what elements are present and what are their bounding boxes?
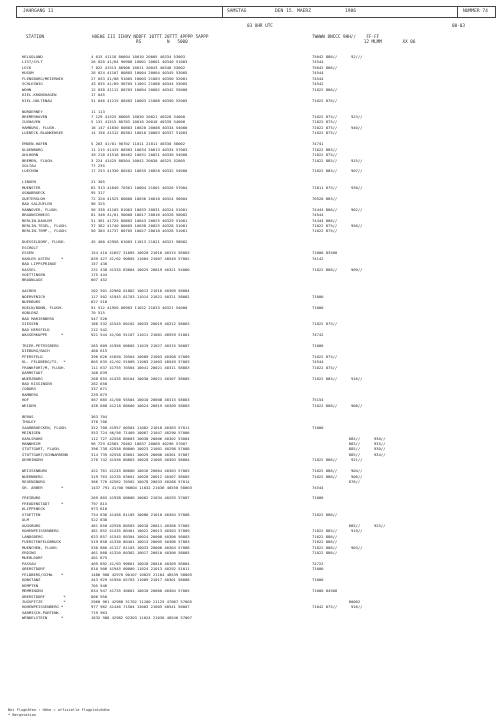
station-observation: 7 022 41513 80906 10011 20043 40348 53002 bbox=[91, 64, 185, 70]
station-name: BREMEN, FLUGH. bbox=[22, 158, 55, 163]
station-name: GR. ARBER * bbox=[22, 485, 64, 490]
station-name: KONSTANZ bbox=[22, 578, 41, 583]
station-remarks: 71000 84500 bbox=[312, 588, 338, 594]
station-remarks: 71022 875// bbox=[312, 228, 338, 234]
station-remarks: 71022 875// bbox=[312, 119, 338, 125]
station-observation: 461 868 41320 80302 10017 20010 40306 58005 bbox=[91, 549, 190, 555]
station-remarks: 71022 875// bbox=[312, 364, 338, 370]
station-observation: 157 430 bbox=[91, 261, 108, 267]
station-remarks: 71042 875// 916// bbox=[312, 604, 363, 610]
station-observation: 154 410 41657 31005 10020 21010 40315 56003 bbox=[91, 250, 190, 256]
station-name: SCHLESWIG bbox=[22, 82, 43, 87]
station-observation: 607 452 bbox=[91, 277, 108, 283]
report-time: 03 UHR UTC bbox=[247, 24, 273, 29]
station-observation: 62 313 41640 70301 10004 21001 40326 57004 bbox=[91, 184, 188, 190]
station-observation: 634 947 41735 40601 10010 20000 40304 57005 bbox=[91, 588, 190, 594]
station-name: FRANKFURT/M, FLUGH. bbox=[22, 365, 66, 370]
station-name: OEHRINGEN bbox=[22, 458, 43, 463]
station-name: HOHENPEISSENBERG * bbox=[22, 605, 64, 610]
station-observation: 31 046 41215 80403 10003 21008 40350 52005 bbox=[91, 97, 188, 103]
station-name: ZUGSPITZE * bbox=[22, 600, 66, 604]
station-name: KARLSRUHE bbox=[22, 436, 43, 441]
station-remarks: 71022 875// bbox=[312, 321, 338, 327]
station-name: KL. FELDBERG/TS. * bbox=[22, 360, 66, 365]
station-name: KIEL-KRONSHAGEN bbox=[22, 93, 57, 98]
station-name: BRAUNSCHWEIG bbox=[22, 213, 50, 218]
station-name: PFERSFELD bbox=[22, 354, 43, 359]
station-name: BAD KISSINGEN bbox=[22, 382, 52, 386]
station-name: NUERNBERG bbox=[22, 474, 43, 479]
station-name: KIEL-HOLTENAU bbox=[22, 98, 52, 103]
station-name: SOLTAU bbox=[22, 164, 36, 168]
station-name: STOETTEN bbox=[22, 512, 41, 517]
station-name: ERDING bbox=[22, 550, 36, 555]
station-name: AHLHORN bbox=[22, 153, 39, 158]
station-observation: 2960 961 42988 51702 11100 21125 47067 57005 bbox=[91, 599, 192, 604]
station-name: MUENSTER bbox=[22, 185, 41, 190]
station-observation: 1437 791 41/00 90804 11032 21036 48550 58003 bbox=[91, 484, 192, 490]
column-header-data: HOEHE III IIHVV NDDFF 10TTT 20TTT 4PPPP 5APPP bbox=[92, 35, 209, 40]
station-name: FLENSBURG/MEIERWIK bbox=[22, 76, 64, 81]
station-remarks: 74544 bbox=[312, 484, 324, 490]
station-observation: 91 512 41950 00903 11022 21033 40321 54000 bbox=[91, 304, 188, 310]
station-name: STUTTGART, FLUGH. bbox=[22, 447, 61, 452]
station-name: KEMPTEN bbox=[22, 583, 39, 588]
station-observation: 96 729 42565 70402 10037 20009 40296 57007 bbox=[91, 440, 188, 446]
station-observation: 12 038 41112 80703 10004 20002 40342 55000 bbox=[91, 86, 188, 92]
column-header-station: STATION bbox=[26, 35, 45, 40]
station-observation: 438 688 41218 80000 10024 20019 40309 58003 bbox=[91, 402, 190, 408]
station-observation: 522 838 bbox=[91, 517, 108, 523]
station-observation: 70 515 bbox=[91, 310, 105, 316]
station-name: BERUS bbox=[22, 414, 34, 419]
station-observation: 734 836 41456 81105 10006 21010 40304 57008 bbox=[91, 511, 190, 517]
report-header bbox=[16, 6, 496, 18]
station-observation: 72 320 41525 80000 10036 20018 40324 56004 bbox=[91, 195, 188, 201]
station-remarks: 74742 bbox=[312, 331, 324, 337]
station-observation: 366 776 42562 70502 10078 20033 40268 57014 bbox=[91, 479, 190, 485]
station-observation: 839 427 41/02 90805 11004 21007 48549 57002 bbox=[91, 255, 190, 261]
station-name: AUGSBURG bbox=[22, 523, 41, 528]
station-remarks: 71022 886// bbox=[312, 86, 338, 92]
station-remarks: 71022 875// bbox=[312, 353, 338, 359]
station-observation: 37 382 41740 80605 10038 20025 40328 51001 bbox=[91, 222, 188, 228]
station-remarks: 75042 886// bbox=[312, 64, 338, 70]
station-observation: 17 253 41330 80202 10035 20028 40332 54000 bbox=[91, 168, 188, 174]
station-observation: 797 815 bbox=[91, 500, 108, 506]
station-remarks: 75042 886// 92/// bbox=[312, 54, 363, 59]
station-remarks: 71000 bbox=[312, 342, 324, 348]
station-name: MEINIGEN bbox=[22, 431, 41, 436]
station-observation: 77 235 bbox=[91, 163, 105, 168]
station-remarks: 75154 bbox=[312, 397, 324, 403]
station-observation: 26 020 41/04 90908 10001 20001 40340 51003 bbox=[91, 59, 188, 65]
station-remarks: 80002 bbox=[312, 599, 361, 604]
station-name: WOHN bbox=[22, 87, 32, 92]
station-remarks: 71022 876// bbox=[312, 97, 338, 103]
station-name: KASSEL bbox=[22, 267, 36, 272]
column-header-remarks-sub: 12 MLMM XX 06 bbox=[312, 40, 416, 45]
station-name: BREMERHAVEN bbox=[22, 114, 48, 119]
station-observation: 111 637 41755 70504 10041 20021 40311 58003 bbox=[91, 364, 190, 370]
station-observation: 1486 908 42970 00107 10025 21104 48539 58005 bbox=[91, 571, 192, 577]
station-name: GIESSEN bbox=[22, 322, 39, 327]
station-name: LINGEN bbox=[22, 180, 36, 185]
station-observation: 45 400 42958 01003 11013 21021 40321 58002 bbox=[91, 239, 188, 245]
report-number: NUMMER 74 bbox=[463, 9, 488, 14]
station-observation: 81 348 41/01 90000 10017 20016 40328 50002 bbox=[91, 212, 188, 218]
station-observation: 705 946 bbox=[91, 582, 108, 588]
station-name: OBERSTDORF bbox=[22, 567, 45, 572]
station-name: DIEBURG/BACH bbox=[22, 349, 50, 354]
station-name: SAARBRUECKEN, FLUGH. bbox=[22, 425, 68, 430]
station-name: WEIDEN bbox=[22, 403, 36, 408]
station-remarks: 878// bbox=[312, 479, 361, 485]
station-name: FELDBERG/SCHW. * bbox=[22, 572, 64, 577]
year-label: JAHRGANG 11 bbox=[23, 9, 54, 14]
station-name: TRIER-PETRISBERG bbox=[22, 343, 59, 348]
station-remarks: 74544 bbox=[312, 70, 324, 76]
station-observation: 231 438 41335 83604 10025 20019 40321 54000 bbox=[91, 266, 190, 272]
report-time-right: 00-03 bbox=[452, 24, 465, 29]
report-year: 1986 bbox=[345, 9, 357, 14]
station-observation: 396 626 41650 70504 10009 21003 40308 57009 bbox=[91, 353, 190, 359]
column-header-data-sub: RS N 5000 bbox=[92, 40, 188, 45]
station-observation: 27 033 41/08 91005 10003 21003 40350 52001 bbox=[91, 75, 188, 81]
station-observation: 276 742 41556 80803 10020 21005 40303 58004 bbox=[91, 457, 190, 463]
station-remarks: 74142 bbox=[312, 255, 324, 261]
station-remarks: 71022 886// 921// bbox=[312, 457, 363, 463]
station-remarks: 71022 875// bbox=[312, 130, 338, 136]
station-name: MUENCHEN, FLUGH. bbox=[22, 545, 59, 550]
station-remarks: 71022 886// 903// bbox=[312, 544, 363, 550]
station-name: OLDENBURG bbox=[22, 147, 43, 152]
station-observation: 567 685 41/00 93504 10010 20008 40315 58003 bbox=[91, 397, 190, 403]
report-date: DEN 15. MAERZ bbox=[275, 9, 311, 14]
station-name: HOF bbox=[22, 398, 29, 403]
station-remarks: 71022 886// 904// bbox=[312, 468, 363, 474]
station-remarks: 71022 885// 919// bbox=[312, 528, 363, 534]
station-remarks: 885// 930// bbox=[312, 435, 386, 441]
station-name: FREUDENSTADT * bbox=[22, 501, 64, 506]
station-observation: 627 510 bbox=[91, 299, 108, 305]
station-observation: 810 906 41945 00000 11024 21013 40292 51011 bbox=[91, 566, 190, 572]
station-observation: 17 045 bbox=[91, 92, 105, 98]
station-name: CUXHAVEN bbox=[22, 120, 41, 125]
station-name: COBURG bbox=[22, 387, 36, 392]
station-observation: 7 129 41525 80605 10030 20021 40328 54000 bbox=[91, 113, 185, 119]
station-name: GOETTINGEN bbox=[22, 273, 45, 277]
station-remarks: 71022 875// bbox=[312, 152, 338, 158]
station-remarks: 885// 934// bbox=[312, 451, 386, 457]
station-observation: 112 727 42558 80603 10030 20006 40302 53004 bbox=[91, 435, 190, 441]
station-remarks: 71000 bbox=[312, 566, 324, 572]
station-remarks: 71000 bbox=[312, 304, 324, 310]
station-name: MUEHLDORF bbox=[22, 556, 43, 561]
station-name: LUECHOW bbox=[22, 169, 39, 174]
station-name: BAD HERSFELD bbox=[22, 327, 50, 332]
station-name: OSNABRUECK bbox=[22, 191, 45, 196]
station-observation: 363 704 bbox=[91, 413, 108, 419]
station-observation: 376 706 bbox=[91, 419, 108, 425]
station-remarks: 71022 885// 916// bbox=[312, 375, 363, 381]
header-divider bbox=[222, 7, 223, 17]
station-name: BAD SALZUFLEN bbox=[22, 202, 52, 207]
header-divider bbox=[457, 7, 458, 17]
station-observation: 1832 980 42982 02303 11024 21030 48546 57007 bbox=[91, 615, 192, 621]
footnote-airports: Bei Flughäfen : Höhe = offizielle Flugplatzhöhe bbox=[8, 708, 110, 712]
station-name: GARMISCH-PARTENK. bbox=[22, 610, 61, 615]
station-observation: 5 203 41/01 90702 11011 21011 40330 58002 bbox=[91, 141, 185, 147]
station-name: OBERSTDORF * bbox=[22, 594, 66, 599]
station-remarks: 74444 886// bbox=[312, 217, 338, 223]
station-observation: 11 113 bbox=[91, 108, 105, 114]
station-remarks: 71000 bbox=[312, 577, 324, 583]
station-observation: 268 655 41435 80104 10030 20021 40307 58005 bbox=[91, 375, 190, 381]
station-observation: 422 761 41245 80000 10016 20004 40303 57003 bbox=[91, 468, 190, 474]
station-remarks: 71022 885// bbox=[312, 146, 338, 152]
station-observation: 51 381 41725 80803 10043 20025 40329 51001 bbox=[91, 217, 188, 223]
station-observation: 212 542 bbox=[91, 326, 108, 332]
station-observation: 186 532 41545 80102 10033 20019 40312 58003 bbox=[91, 321, 190, 327]
station-name: DARMSTADT bbox=[22, 371, 43, 376]
station-observation: 175 444 bbox=[91, 272, 108, 277]
station-name: HUSUM bbox=[22, 71, 34, 76]
station-remarks: 74544 bbox=[312, 212, 324, 218]
station-remarks: 74444 886// 902// bbox=[312, 206, 363, 212]
station-name: LANDSBERG bbox=[22, 534, 43, 539]
station-remarks: 71022 886// bbox=[312, 511, 338, 517]
station-observation: 719 963 bbox=[91, 609, 108, 615]
station-observation: 108 639 bbox=[91, 370, 108, 376]
station-remarks: 74544 bbox=[312, 75, 324, 81]
station-name: BERLIN-DAHLEM bbox=[22, 218, 52, 223]
station-name: KOBLENZ bbox=[22, 311, 39, 316]
station-observation: 480 615 bbox=[91, 348, 108, 354]
station-observation: 98 325 bbox=[91, 201, 105, 207]
station-observation: 117 502 41945 01703 11014 21021 40321 58002 bbox=[91, 293, 190, 299]
station-observation: 443 929 41950 02703 11009 21017 40301 58008 bbox=[91, 577, 190, 583]
station-observation: 973 818 bbox=[91, 506, 108, 512]
station-name: GUETERSLOH bbox=[22, 196, 45, 201]
station-name: HELGOLAND bbox=[22, 55, 43, 59]
station-name: HOHENPEISSENBERG bbox=[22, 529, 59, 534]
station-observation: 11 215 41415 80303 10034 20013 40334 57003 bbox=[91, 146, 188, 152]
station-name: BAMBERG bbox=[22, 392, 39, 397]
station-observation: 239 675 bbox=[91, 391, 108, 397]
station-remarks: 71022 875// 923// bbox=[312, 113, 363, 119]
station-remarks: 71022 886// 909// bbox=[312, 266, 363, 272]
station-name: BRAUNLAGE bbox=[22, 278, 43, 283]
station-observation: 5 131 41515 80703 10010 20010 40339 54000 bbox=[91, 119, 185, 125]
station-name: FREIBURG bbox=[22, 496, 41, 501]
station-name: NORDERNEY bbox=[22, 109, 43, 114]
station-name: HANNOVER, FLUGH. bbox=[22, 207, 59, 212]
station-remarks: 883// 935// bbox=[312, 440, 386, 446]
station-name: NUERBURG bbox=[22, 300, 41, 305]
station-remarks: 885// 925// bbox=[312, 522, 386, 528]
station-observation: 547 526 bbox=[91, 315, 108, 321]
station-observation: 95 317 bbox=[91, 190, 105, 196]
station-name: STUTTGART/SCHNARRENB bbox=[22, 452, 68, 457]
station-name: LECK bbox=[22, 65, 32, 70]
station-observation: 481 852 41435 80401 10022 20013 40303 57009 bbox=[91, 528, 190, 534]
station-observation: 50 384 41737 80705 10027 20018 40328 51001 bbox=[91, 228, 188, 234]
station-name: WENDELSTEIN * bbox=[22, 616, 64, 621]
station-remarks: 71022 875// 940// bbox=[312, 124, 363, 130]
station-name: BERLIN-TEMP., FLUGH. bbox=[22, 229, 68, 234]
station-name: WEISSENBURG bbox=[22, 469, 48, 474]
station-name: LIST/SYLT bbox=[22, 60, 43, 65]
station-name: BAD MARIENBERG bbox=[22, 316, 55, 321]
station-name: ESSEN bbox=[22, 251, 34, 256]
station-remarks: 885// 930// bbox=[312, 446, 386, 452]
station-remarks: 74722 bbox=[312, 560, 324, 566]
station-name: ESCHOLT bbox=[22, 245, 39, 250]
station-remarks: 71022 886// 906// bbox=[312, 473, 363, 479]
station-observation: 805 635 41/02 91009 11003 21003 48549 57003 bbox=[91, 359, 190, 365]
station-observation: 21 305 bbox=[91, 179, 105, 185]
station-name: FUERSTENFELDBRUCK bbox=[22, 540, 61, 545]
station-observation: 14 156 41312 80301 10010 20003 40337 51003 bbox=[91, 130, 188, 136]
station-remarks: 74544 bbox=[312, 59, 324, 65]
station-name: BERLIN-TEGEL, FLUGH. bbox=[22, 223, 68, 228]
station-remarks: 71022 886// 908// bbox=[312, 402, 363, 408]
station-observation: 28 024 41107 80805 10004 20004 40345 53005 bbox=[91, 70, 188, 76]
station-name: THOLEY bbox=[22, 420, 36, 425]
station-name: WASSERKUPPE * bbox=[22, 332, 64, 337]
station-name: MEMMINGEN bbox=[22, 589, 43, 594]
station-remarks: 70520 885// bbox=[312, 195, 338, 201]
station-remarks: 71022 885// 907// bbox=[312, 168, 363, 174]
station-remarks: 71022 875// 956// bbox=[312, 222, 363, 228]
station-observation: 3 224 41425 80504 10042 20030 40325 52005 bbox=[91, 157, 185, 163]
station-remarks: 71000 bbox=[312, 495, 324, 501]
station-observation: 269 803 41938 00000 10002 21034 40293 57007 bbox=[91, 495, 190, 501]
station-observation: 319 763 41235 83601 10028 20012 40307 58005 bbox=[91, 473, 190, 479]
station-name: LUEBECK-BLANKENSEE bbox=[22, 131, 64, 136]
station-observation: 337 671 bbox=[91, 386, 108, 392]
station-name: EMDEN-HAFEN bbox=[22, 142, 48, 147]
station-remarks: 74544 bbox=[312, 359, 324, 365]
station-observation: 396 738 42558 80000 10023 21001 40298 57008 bbox=[91, 446, 190, 452]
weekday: SAMSTAG bbox=[227, 9, 247, 14]
station-remarks: 71022 886// bbox=[312, 539, 338, 545]
station-remarks: 71000 bbox=[312, 293, 324, 299]
station-remarks: 71022 885// 915// bbox=[312, 157, 363, 163]
station-name: KAHLER ASTEN * bbox=[22, 256, 64, 261]
footnote-mountain: * Bergstation bbox=[8, 713, 37, 717]
station-name: ULM bbox=[22, 518, 29, 523]
station-observation: 806 950 bbox=[91, 593, 108, 599]
station-name: MANNHEIM bbox=[22, 441, 41, 446]
station-remarks: 71022 886// bbox=[312, 533, 338, 539]
station-name: WUERZBURG bbox=[22, 376, 43, 381]
station-observation: 49 218 41518 80402 10031 20021 40330 54000 bbox=[91, 152, 188, 158]
station-observation: 519 858 41330 80401 10013 20005 40306 57003 bbox=[91, 539, 190, 545]
station-name: BAD LIPPSPRINGE bbox=[22, 262, 57, 267]
station-observation: 921 544 41/00 91107 11011 21001 48559 51001 bbox=[91, 331, 190, 337]
station-observation: 56 338 41105 81003 10033 20031 40324 51001 bbox=[91, 206, 188, 212]
station-remarks: 74741 bbox=[312, 141, 324, 147]
station-observation: 530 866 41127 81103 10033 20006 40304 57008 bbox=[91, 544, 190, 550]
station-name: NOERVENICH bbox=[22, 294, 45, 299]
station-observation: 623 857 41545 80304 10024 20008 40306 58003 bbox=[91, 533, 190, 539]
station-observation: 202 501 42960 01802 10013 21010 40309 58004 bbox=[91, 288, 190, 294]
station-remarks: 71011 875// 930// bbox=[312, 184, 363, 190]
station-observation: 314 739 42558 83601 10029 20000 40301 57007 bbox=[91, 451, 190, 457]
station-observation: 322 708 41957 00504 11002 21018 40303 57011 bbox=[91, 424, 190, 430]
column-header-remarks: 7WWWW 8NCCC 9HH// FF-FF bbox=[312, 35, 380, 40]
station-name: KOELN/BONN, FLUGH. bbox=[22, 305, 64, 310]
station-observation: 265 609 41956 00605 11019 21027 40315 56007 bbox=[91, 342, 190, 348]
station-remarks: 71000 83500 bbox=[312, 250, 338, 256]
station-name: KLIPPENECK bbox=[22, 507, 45, 512]
station-observation: 401 875 bbox=[91, 555, 108, 561]
station-name: PASSAU bbox=[22, 561, 36, 566]
station-remarks: 71022 886// bbox=[312, 549, 338, 555]
station-name: REGENSBURG bbox=[22, 480, 45, 485]
station-name: HAMBURG, FLUGH. bbox=[22, 125, 57, 130]
station-name: DUESSELDORF, FLUGH. bbox=[22, 240, 66, 245]
station-observation: 977 962 41446 71504 13003 21005 48541 58007 bbox=[91, 604, 190, 610]
station-observation: 282 658 bbox=[91, 381, 108, 386]
station-observation: 16 147 41630 80803 10020 20008 40334 54000 bbox=[91, 124, 188, 130]
station-name: AACHEN bbox=[22, 289, 36, 294]
station-observation: 461 850 42558 80503 10018 20011 40308 57005 bbox=[91, 522, 190, 528]
station-remarks: 71000 bbox=[312, 424, 324, 430]
station-observation: 4 015 41118 80604 10010 20005 40334 53003 bbox=[91, 54, 185, 59]
station-remarks: 74542 bbox=[312, 81, 324, 87]
station-observation: 409 892 41/03 90601 10018 20016 40309 56004 bbox=[91, 560, 190, 566]
station-observation: 553 724 46/56 71409 10007 21047 40290 57006 bbox=[91, 430, 190, 436]
station-observation: 43 035 41/09 90705 11001 21008 40344 53005 bbox=[91, 81, 188, 87]
